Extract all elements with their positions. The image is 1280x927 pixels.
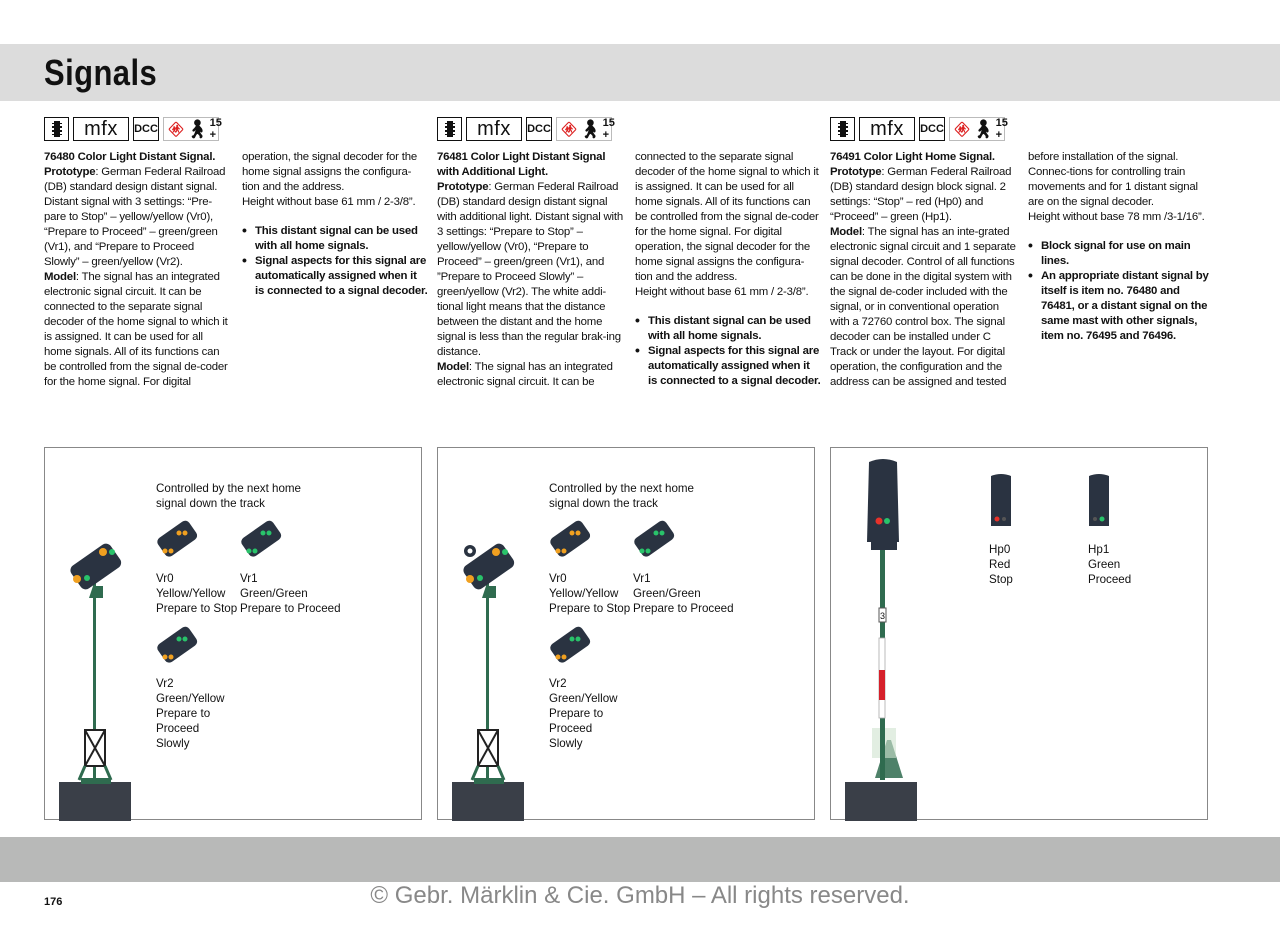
decoder-chip-icon (437, 117, 462, 141)
aspect-vr0-label: Vr0 Yellow/Yellow Prepare to Stop (156, 572, 238, 615)
signal-panel-76480 (44, 447, 422, 820)
feature-list (242, 224, 428, 299)
product-heading: 76491 Color Light Home Signal. (830, 151, 995, 163)
product-heading: 76480 Color Light Distant Signal. (44, 151, 216, 163)
decoder-chip-icon (830, 117, 855, 141)
model-text: : The signal has an integrated electronic signal circuit. It can be connected to the separate signal decoder of the home signal to which it is assigned. It can be used for all home signals. All of its functions can be controlled from the signal de-coder for the home signal. For digital operation, the signal decoder for the home signal assigns the configura-tion and the address. (44, 151, 417, 388)
feature-item: • An appropriate distant signal by itself is item no. 76480 and 76481, or a distant signal on the same mast with other signals, item no. 76495 and 76496. (1028, 269, 1214, 344)
product-heading-line2: with Additional Light. (437, 166, 548, 178)
signal-panel-76491 (830, 447, 1208, 820)
decoder-chip-icon (44, 117, 69, 141)
page-title: Signals (44, 52, 158, 93)
product-76491-text (830, 150, 1214, 390)
mfx-logo-icon: mfx (73, 117, 129, 141)
product-heading: 76481 Color Light Distant Signal (437, 151, 606, 163)
model-label: Model (44, 271, 76, 283)
home-signal-illustration (831, 448, 1209, 821)
page-number: 176 (44, 896, 63, 908)
feature-list (1028, 239, 1214, 344)
mfx-logo-icon: mfx (859, 117, 915, 141)
age-warning-icon: 🚸︎ 🚶︎ 15 + (556, 117, 612, 141)
icon-row-76480 (44, 116, 222, 142)
aspect-vr1-label: Vr1 Green/Green Prepare to Proceed (240, 572, 341, 615)
height-text: Height without base 78 mm /3-1/16”. (1028, 211, 1205, 223)
age-warning-icon: 🚸︎ 🚶︎ 15 + (163, 117, 219, 141)
mfx-logo-icon: mfx (466, 117, 522, 141)
dcc-logo-icon: DCC (919, 117, 945, 141)
prototype-text: : German Federal Railroad (DB) standard design block signal. 2 settings: “Stop” – red (Hp0) and “Proceed” – green (Hp1). (830, 166, 1012, 223)
prototype-label: Prototype (437, 181, 489, 193)
icon-row-76481 (437, 116, 615, 142)
height-text: Height without base 61 mm / 2-3/8”. (635, 286, 809, 298)
footer-band (0, 837, 1280, 882)
controlled-by-note: Controlled by the next home signal down the track (156, 482, 302, 510)
prototype-text: : German Federal Railroad (DB) standard design distant signal with additional light. Distant signal with 3 settings: “Prepare to Stop” – yellow/yellow (Vr0), “Prepare to Proceed” – green/green (Vr1), and ”Prepare to Proceed Slowly” – green/yellow (Vr2). The white addi-tional light means that the distance between the distant and the home signal is less than the regular brak-ing distance. (437, 181, 623, 358)
model-text: : The signal has an integrated electronic signal circuit. It can be connected to the separate signal decoder of the home signal to which it is assigned. It can be used for all home signals. All of its functions can be controlled from the signal de-coder for the home signal. For digital operation, the signal decoder for the home signal assigns the configura-tion and the address. (437, 151, 819, 388)
prototype-label: Prototype (44, 166, 96, 178)
aspect-vr2-label: Vr2 Green/Yellow Prepare to Proceed Slowly (549, 677, 618, 750)
signal-panel-76481 (437, 447, 815, 820)
model-label: Model (830, 226, 862, 238)
feature-item: • This distant signal can be used with all home signals. (242, 224, 428, 254)
aspect-vr1-label: Vr1 Green/Green Prepare to Proceed (633, 572, 734, 615)
copyright-notice: © Gebr. Märklin & Cie. GmbH – All rights reserved. (370, 882, 910, 909)
feature-list (635, 314, 821, 389)
feature-item: • Signal aspects for this signal are automatically assigned when it is connected to a signal decoder. (635, 344, 821, 389)
prototype-label: Prototype (830, 166, 882, 178)
aspect-vr0-label: Vr0 Yellow/Yellow Prepare to Stop (549, 572, 631, 615)
feature-item: • Block signal for use on main lines. (1028, 239, 1214, 269)
dcc-logo-icon: DCC (133, 117, 159, 141)
product-76481-text (437, 150, 821, 390)
height-text: Height without base 61 mm / 2-3/8”. (242, 196, 416, 208)
feature-item: • Signal aspects for this signal are automatically assigned when it is connected to a signal decoder. (242, 254, 428, 299)
header-band (0, 44, 1280, 101)
icon-row-76491 (830, 116, 1008, 142)
feature-item: • This distant signal can be used with all home signals. (635, 314, 821, 344)
aspect-hp1-label: Hp1 Green Proceed (1088, 543, 1132, 586)
mast-number-plate: 3 (879, 611, 886, 621)
prototype-text: : German Federal Railroad (DB) standard design distant signal. Distant signal with 3 settings: “Pre-pare to Stop” – yellow/yellow (Vr0), “Prepare to Proceed” – green/green (Vr1), and “Prepare to Proceed Slowly” – green/yellow (Vr2). (44, 166, 226, 268)
aspect-hp0-label: Hp0 Red Stop (989, 543, 1013, 586)
model-text: : The signal has an inte-grated electronic signal circuit and 1 separate signal decoder. Control of all functions can be done in the digital system with the signal de-coder included with the signal, or in conventional operation with a 72760 control box. The signal decoder can be installed under C Track or under the layout. For digital operation, the configuration and the address can be assigned and tested before installation of the signal. Connec-tions for controlling train movements and for 1 distant signal are on the signal decoder. (830, 151, 1198, 388)
model-label: Model (437, 361, 469, 373)
controlled-by-note: Controlled by the next home signal down the track (549, 482, 695, 510)
aspect-vr2-label: Vr2 Green/Yellow Prepare to Proceed Slowly (156, 677, 225, 750)
age-warning-icon: 🚸︎ 🚶︎ 15 + (949, 117, 1005, 141)
product-76480-text (44, 150, 428, 390)
dcc-logo-icon: DCC (526, 117, 552, 141)
